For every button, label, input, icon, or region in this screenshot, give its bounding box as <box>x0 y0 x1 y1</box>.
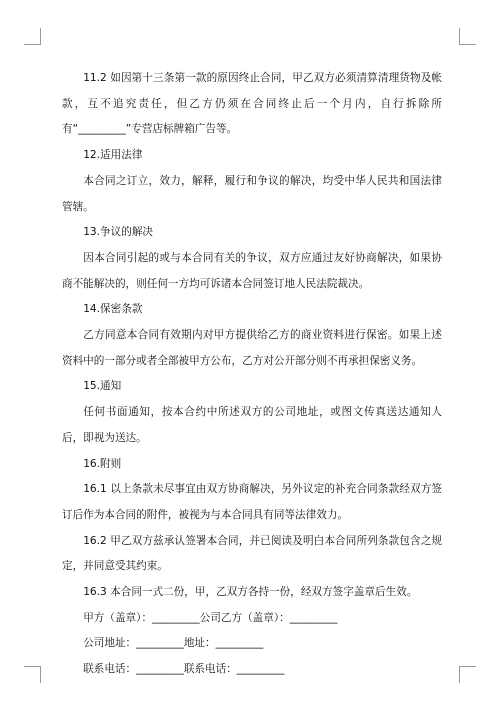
crop-mark-bottom-right <box>459 666 460 683</box>
heading-confidentiality: 14.保密条款 <box>83 303 143 316</box>
clause-14-text: 乙方同意本合同有效期内对甲方提供给乙方的商业资料进行保密。如果上述资料中的一部分或者全部被甲方公布，乙方对公开部分则不再承担保密义务。 <box>62 329 442 367</box>
clause-15-text: 任何书面通知，按本合约中所述双方的公司地址，或图文传真送达通知人后，即视为送达。 <box>62 406 442 444</box>
crop-mark-top-right <box>460 44 476 45</box>
clause-16-3: 16.3 本合同一式二份，甲，乙双方各持一份，经双方签字盖章后生效。 <box>83 586 418 599</box>
crop-mark-bottom-left <box>40 666 41 683</box>
signature-line-party: 甲方（盖章）：_________公司乙方（盖章）：_________ <box>83 611 338 624</box>
clause-13-text: 因本合同引起的或与本合同有关的争议，双方应通过友好协商解决，如果协商不能解决的，则任何一方均可诉诸本合同签订地人民法院裁决。 <box>62 251 442 290</box>
heading-notice: 15.通知 <box>83 380 122 393</box>
clause-16-1: 16.1 以上条款未尽事宜由双方协商解决，另外议定的补充合同条款经双方签订后作为本合同的附件，被视为与本合同具有同等法律效力。 <box>62 483 442 521</box>
clause-12-text: 本合同之订立，效力，解释，履行和争议的解决，均受中华人民共和国法律管辖。 <box>62 174 442 213</box>
document-body <box>62 66 442 683</box>
crop-mark-top-left <box>40 28 41 45</box>
heading-dispute-resolution: 13.争议的解决 <box>83 226 154 239</box>
crop-mark-top-left <box>24 44 40 45</box>
signature-line-phone: 联系电话：_________联系电话：_________ <box>83 663 285 676</box>
clause-16-2: 16.2 甲乙双方兹承认签署本合同，并已阅读及明白本合同所列条款包含之规定，并同意受其约束。 <box>62 534 442 573</box>
heading-applicable-law: 12.适用法律 <box>83 149 143 162</box>
crop-mark-bottom-right <box>460 666 476 667</box>
crop-mark-top-right <box>459 28 460 45</box>
clause-11-2: 11.2 如因第十三条第一款的原因终止合同，甲乙双方必须清算清理货物及帐款，互不追究责任，但乙方仍须在合同终止后一个月内，自行拆除所有“_________”专营店标牌箱广告等。 <box>62 72 442 136</box>
crop-mark-bottom-left <box>24 666 40 667</box>
signature-line-address: 公司地址：_________地址：_________ <box>83 637 264 650</box>
heading-supplementary: 16.附则 <box>83 457 122 470</box>
